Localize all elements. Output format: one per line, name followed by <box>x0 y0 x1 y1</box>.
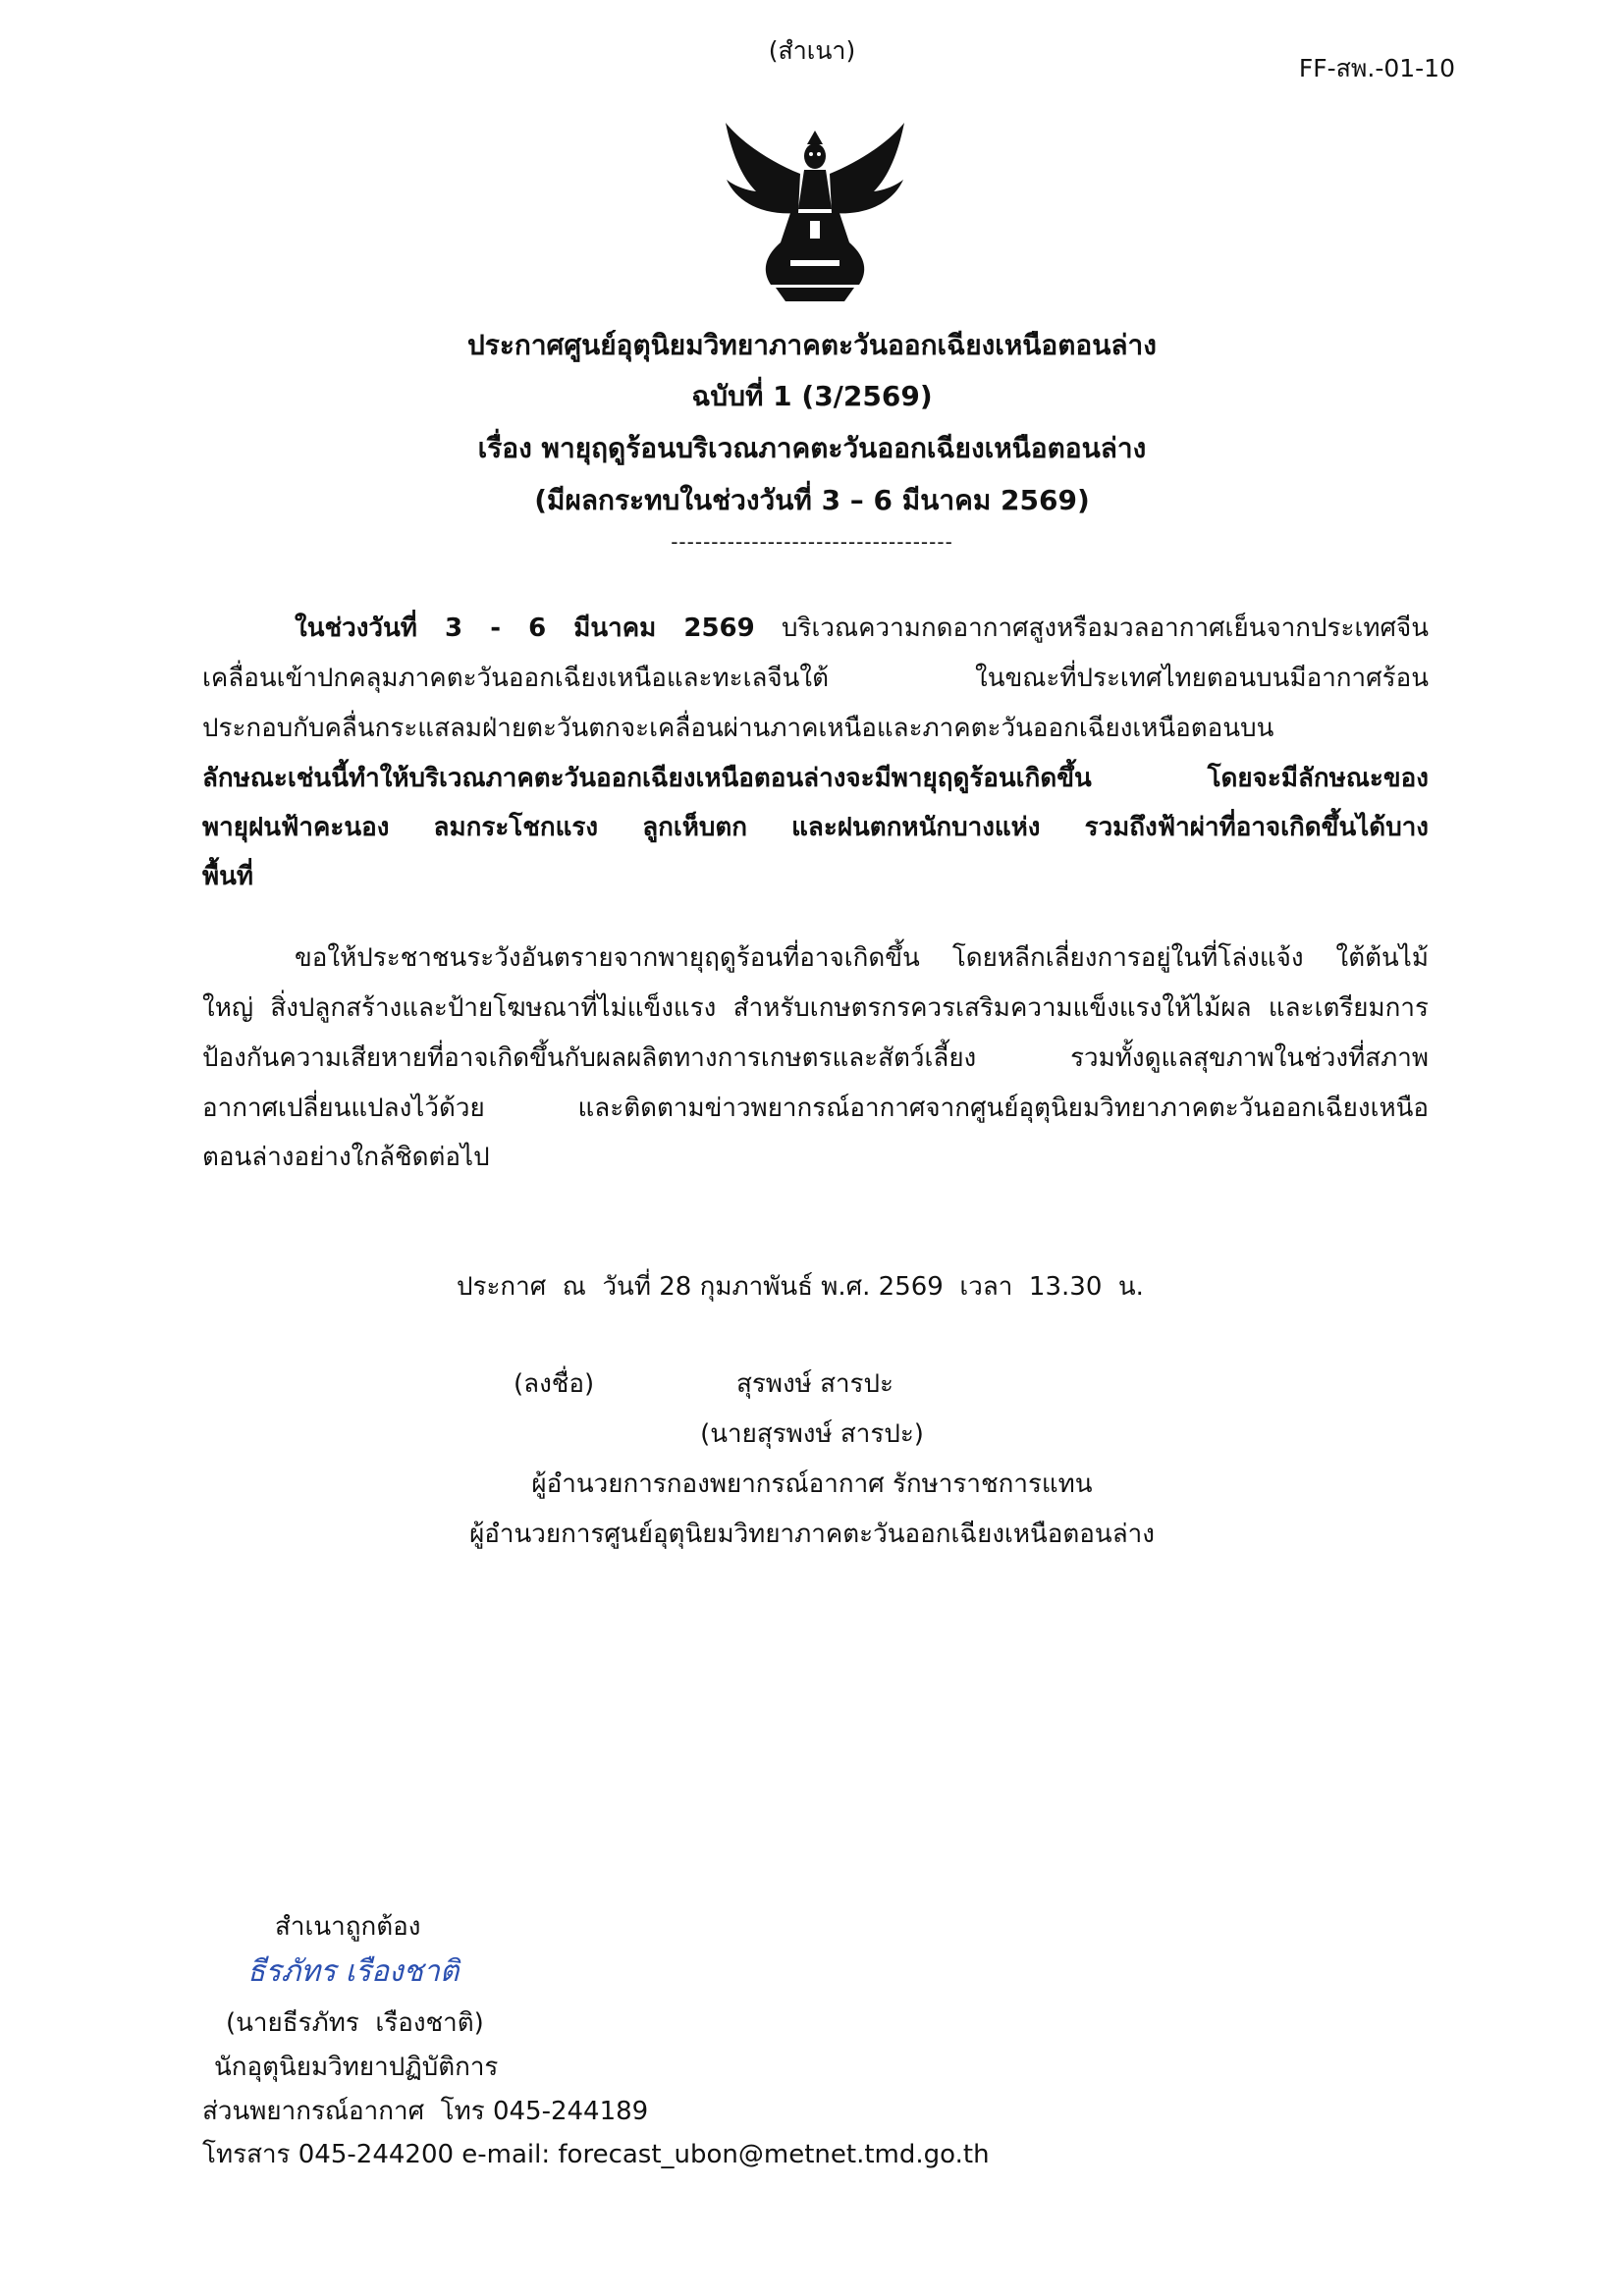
title-line-2: ฉบับที่ 1 (3/2569) <box>691 380 933 412</box>
paragraph2-line2: ใหญ่ สิ่งปลูกสร้างและป้ายโฆษณาที่ไม่แข็งแรง สำหรับเกษตรกรควรเสริมความแข็งแรงให้ไม้ผล และเตรียมการ <box>202 993 1429 1023</box>
paragraph1-line1 <box>295 608 1429 648</box>
paragraph1-line2: เคลื่อนเข้าปกคลุมภาคตะวันออกเฉียงเหนือและทะเลจีนใต้ ในขณะที่ประเทศไทยตอนบนมีอากาศร้อน <box>202 664 1429 693</box>
paragraph1-line1-rest: บริเวณความกดอากาศสูงหรือมวลอากาศเย็นจากประเทศจีน <box>754 614 1430 643</box>
date-range-bold: ในช่วงวันที่ 3 - 6 มีนาคม 2569 <box>295 614 755 643</box>
certifier-position: นักอุตุนิยมวิทยาปฏิบัติการ <box>214 2053 499 2082</box>
paragraph2-line4: อากาศเปลี่ยนแปลงไว้ด้วย และติดตามข่าวพยากรณ์อากาศจากศูนย์อุตุนิยมวิทยาภาคตะวันออกเฉียงเหนือ <box>202 1094 1429 1123</box>
paragraph1-line3: ประกอบกับคลื่นกระแสลมฝ่ายตะวันตกจะเคลื่อนผ่านภาคเหนือและภาคตะวันออกเฉียงเหนือตอนบน <box>202 714 1274 743</box>
title-line-4: (มีผลกระทบในช่วงวันที่ 3 – 6 มีนาคม 2569) <box>534 484 1090 516</box>
certifier-name: (นายธีรภัทร เรืองชาติ) <box>226 2008 484 2038</box>
signatory-full-name: (นายสุรพงษ์ สารปะ) <box>700 1419 924 1449</box>
copy-mark: (สำเนา) <box>768 36 856 65</box>
signatory-position-1: ผู้อำนวยการกองพยากรณ์อากาศ รักษาราชการแทน <box>531 1469 1093 1499</box>
paragraph2-line3: ป้องกันความเสียหายที่อาจเกิดขึ้นกับผลผลิตทางการเกษตรและสัตว์เลี้ยง รวมทั้งดูแลสุขภาพในช่วงที่สภาพ <box>202 1043 1429 1073</box>
form-code: FF-สพ.-01-10 <box>1298 54 1455 82</box>
fax-email: โทรสาร 045-244200 e-mail: forecast_ubon@metnet.tmd.go.th <box>202 2140 990 2169</box>
paragraph2-line1: ขอให้ประชาชนระวังอันตรายจากพายุฤดูร้อนที่อาจเกิดขึ้น โดยหลีกเลี่ยงการอยู่ในที่โล่งแจ้ง ใต้ต้นไม้ <box>295 943 1429 973</box>
handwritten-signature: ธีรภัทร เรืองชาติ <box>247 1954 460 1989</box>
certified-copy-label: สำเนาถูกต้อง <box>275 1912 421 1942</box>
title-divider: ----------------------------------- <box>671 530 953 554</box>
paragraph1-line6: พื้นที่ <box>202 862 254 891</box>
announcement-date: ประกาศ ณ วันที่ 28 กุมภาพันธ์ พ.ศ. 2569 เวลา 13.30 น. <box>457 1272 1144 1302</box>
signed-name: สุรพงษ์ สารปะ <box>736 1369 893 1399</box>
garuda-emblem-icon <box>722 123 908 304</box>
signatory-position-2: ผู้อำนวยการศูนย์อุตุนิยมวิทยาภาคตะวันออกเฉียงเหนือตอนล่าง <box>469 1520 1155 1549</box>
paragraph1-line5: พายุฝนฟ้าคะนอง ลมกระโชกแรง ลูกเห็บตก และฝนตกหนักบางแห่ง รวมถึงฟ้าผ่าที่อาจเกิดขึ้นได้บาง <box>202 813 1429 842</box>
title-line-3: เรื่อง พายุฤดูร้อนบริเวณภาคตะวันออกเฉียงเหนือตอนล่าง <box>477 432 1147 464</box>
paragraph2-line5: ตอนล่างอย่างใกล้ชิดต่อไป <box>202 1143 490 1172</box>
office-phone: ส่วนพยากรณ์อากาศ โทร 045-244189 <box>202 2097 649 2126</box>
signed-label: (ลงชื่อ) <box>514 1369 595 1399</box>
paragraph1-line4: ลักษณะเช่นนี้ทำให้บริเวณภาคตะวันออกเฉียงเหนือตอนล่างจะมีพายุฤดูร้อนเกิดขึ้น โดยจะมีลักษณะของ <box>202 764 1429 793</box>
title-line-1: ประกาศศูนย์อุตุนิยมวิทยาภาคตะวันออกเฉียงเหนือตอนล่าง <box>467 329 1157 361</box>
